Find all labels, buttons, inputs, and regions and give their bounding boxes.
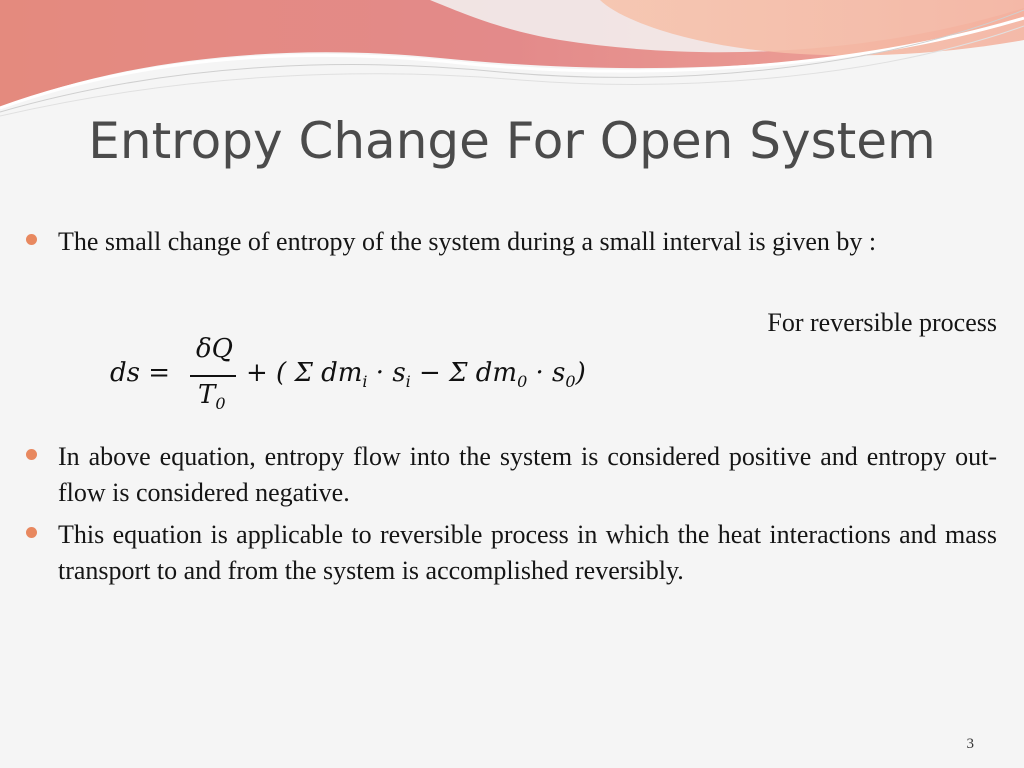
page-number: 3 [966,736,974,752]
equation-rhs: + ( Σ $dm_i \cdot s_i - \Sigma$ $dm_0 \cdot s_0$) [246,358,586,392]
bullet-item [58,517,997,589]
bullet-dot-icon [26,234,37,245]
slide-title: Entropy Change For Open System [88,112,936,170]
bullet-item [58,224,997,260]
equation-numerator: δQ [196,334,233,364]
bullet-item [58,439,997,511]
bullet-dot-icon [26,449,37,460]
equation-denominator: $T_0$ [198,380,226,414]
process-note: For reversible process [767,308,997,337]
equation-lhs: ds = [110,358,171,388]
fraction-bar [190,375,236,377]
header-banner [0,0,1024,130]
bullet-dot-icon [26,527,37,538]
bullet-text: In above equation, entropy flow into the system is considered positive and entropy out-flow is considered negative. [58,442,997,507]
bullet-text: The small change of entropy of the system during a small interval is given by : [58,227,877,256]
bullet-text: This equation is applicable to reversible process in which the heat interactions and mass transport to and from the system is accomplished reversibly. [58,520,997,585]
